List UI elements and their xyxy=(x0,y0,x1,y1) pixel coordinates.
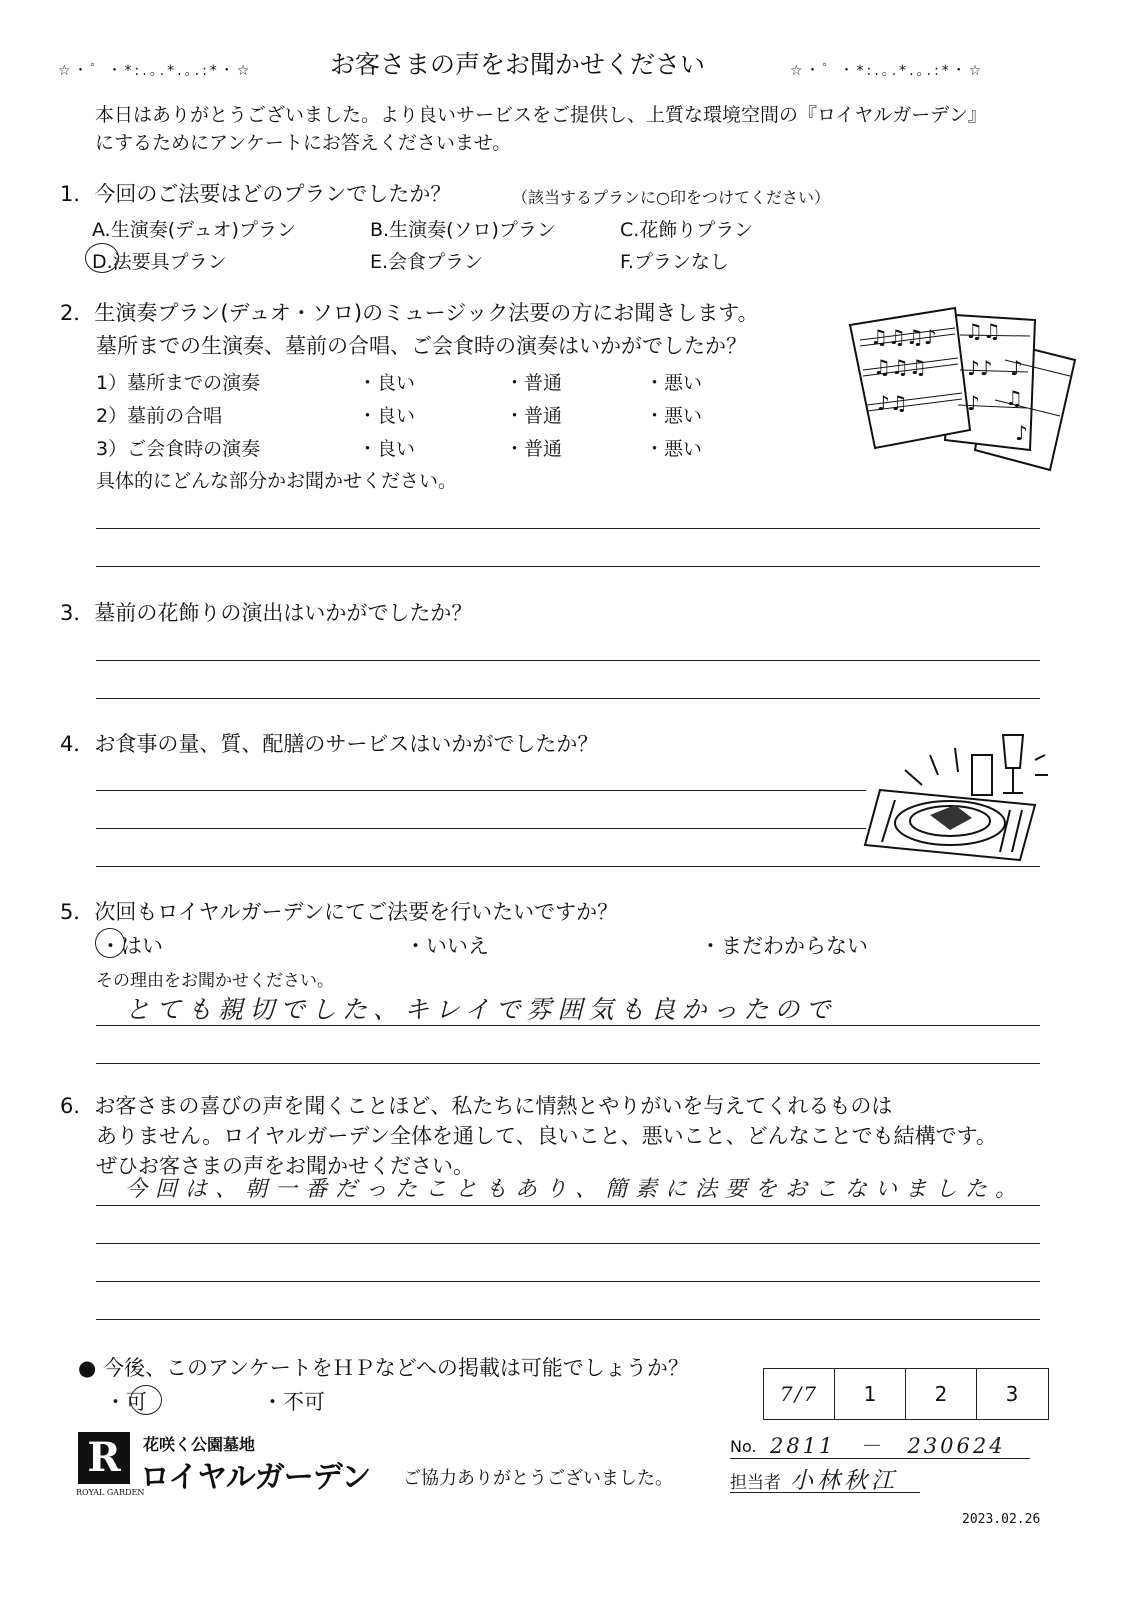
svg-text:♫♫♫♪: ♫♫♫♪ xyxy=(870,325,937,349)
svg-text:♫♫♫: ♫♫♫ xyxy=(873,355,927,379)
q5-label: 5．次回もロイヤルガーデンにてご法要を行いたいですか？ xyxy=(60,900,619,924)
q5-reason-prompt: その理由をお聞かせください。 xyxy=(96,971,334,991)
q1-note: （該当するプランに○印をつけてください） xyxy=(512,188,830,207)
svg-text:♪: ♪ xyxy=(967,391,980,415)
q2-answer-line-2[interactable] xyxy=(96,566,1040,567)
q1-option-e[interactable]: E.会食プラン xyxy=(370,251,484,273)
q2-row-1-normal[interactable]: ・普通 xyxy=(505,372,563,394)
logo-name: ロイヤルガーデン xyxy=(140,1460,371,1495)
svg-text:♪♪: ♪♪ xyxy=(967,356,993,380)
intro-line-1: 本日はありがとうございました。より良いサービスをご提供し、上質な環境空間の『ロイヤルガーデン』 xyxy=(95,104,987,126)
q1-option-a[interactable]: A.生演奏(デュオ)プラン xyxy=(92,219,296,241)
header-decoration-left: ☆・゜・*:.｡.*.｡.:*・☆ xyxy=(58,63,253,79)
table-setting-icon xyxy=(860,730,1050,865)
number-value: 2811 － 230624 xyxy=(770,1434,1006,1458)
logo-tagline: 花咲く公園墓地 xyxy=(143,1435,256,1454)
staff-value: 小林秋江 xyxy=(790,1468,898,1494)
number-underline xyxy=(730,1458,1030,1459)
q6-answer-line-3[interactable] xyxy=(96,1281,1040,1282)
q2-answer-line-1[interactable] xyxy=(96,528,1040,529)
q1-option-f[interactable]: F.プランなし xyxy=(620,251,729,273)
q5-option-yes[interactable]: ・はい xyxy=(100,934,163,958)
svg-text:♫: ♫ xyxy=(1005,386,1023,410)
tally-cell-4[interactable]: 3 xyxy=(1005,1382,1019,1406)
q2-row-1-item: 1）墓所までの演奏 xyxy=(96,372,261,394)
svg-text:♫♫: ♫♫ xyxy=(965,319,1001,343)
q2-row-3-normal[interactable]: ・普通 xyxy=(505,438,563,460)
q1-option-c[interactable]: C.花飾りプラン xyxy=(620,219,754,241)
tally-cell-2[interactable]: 1 xyxy=(835,1369,906,1419)
q2-row-3-bad[interactable]: ・悪い xyxy=(645,438,703,460)
header-decoration-right: ☆・゜・*:.｡.*.｡.:*・☆ xyxy=(790,63,985,79)
q5-answer-line-1[interactable] xyxy=(96,1025,1040,1026)
q5-option-no[interactable]: ・いいえ xyxy=(405,934,489,958)
tally-cell-3[interactable]: 2 xyxy=(906,1369,977,1419)
staff-underline xyxy=(730,1492,920,1493)
number-label: No. xyxy=(730,1437,757,1456)
page-title: お客さまの声をお聞かせください xyxy=(330,50,706,79)
q2-row-2-bad[interactable]: ・悪い xyxy=(645,405,703,427)
q2-detail-prompt: 具体的にどんな部分かお聞かせください。 xyxy=(96,470,458,492)
q5-option-unsure[interactable]: ・まだわからない xyxy=(700,934,868,958)
q6-line-2: ありません。ロイヤルガーデン全体を通して、良いこと、悪いこと、どんなことでも結構です。 xyxy=(96,1124,997,1148)
q6-answer-line-1[interactable] xyxy=(96,1205,1040,1206)
q2-row-1-good[interactable]: ・良い xyxy=(358,372,416,394)
logo-mark: R xyxy=(78,1432,130,1484)
publish-option-yes[interactable]: ・可 xyxy=(105,1390,147,1414)
svg-text:♪♫: ♪♫ xyxy=(877,391,908,415)
q6-handwritten-answer: 今回は、朝一番だったこともあり、簡素に法要をおこないました。 xyxy=(125,1177,1026,1202)
q6-line-1: 6．お客さまの喜びの声を聞くことほど、私たちに情熱とやりがいを与えてくれるものは xyxy=(60,1094,893,1118)
q2-label-2: 墓所までの生演奏、墓前の合唱、ご会食時の演奏はいかがでしたか？ xyxy=(96,334,747,358)
q6-answer-line-4[interactable] xyxy=(96,1319,1040,1320)
q3-answer-line-2[interactable] xyxy=(96,698,1040,699)
q6-line-3: ぜひお客さまの声をお聞かせください。 xyxy=(96,1154,474,1178)
q2-row-2-item: 2）墓前の合唱 xyxy=(96,405,223,427)
q3-answer-line-1[interactable] xyxy=(96,660,1040,661)
publish-question: ● 今後、このアンケートをＨＰなどへの掲載は可能でしょうか？ xyxy=(78,1356,689,1380)
q4-label: 4．お食事の量、質、配膳のサービスはいかがでしたか？ xyxy=(60,732,599,756)
svg-text:♪: ♪ xyxy=(1010,356,1023,380)
q4-answer-line-1[interactable] xyxy=(96,790,866,791)
q3-label: 3．墓前の花飾りの演出はいかがでしたか？ xyxy=(60,601,473,625)
svg-text:♪: ♪ xyxy=(1015,421,1028,445)
q2-row-2-normal[interactable]: ・普通 xyxy=(505,405,563,427)
q4-answer-line-2[interactable] xyxy=(96,828,866,829)
publish-option-no[interactable]: ・不可 xyxy=(262,1390,325,1414)
tally-cell-1[interactable]: 7/7 xyxy=(764,1369,835,1419)
q1-label: 1．今回のご法要はどのプランでしたか？ xyxy=(60,182,452,206)
logo-subtitle: ROYAL GARDEN xyxy=(76,1488,145,1497)
q4-answer-line-3[interactable] xyxy=(96,866,1040,867)
sheet-music-icon xyxy=(845,300,1080,475)
q2-row-3-item: 3）ご会食時の演奏 xyxy=(96,438,261,460)
q2-row-1-bad[interactable]: ・悪い xyxy=(645,372,703,394)
footer-thanks: ご協力ありがとうございました。 xyxy=(403,1468,673,1489)
staff-label: 担当者 xyxy=(730,1473,781,1493)
q5-handwritten-answer: とても親切でした、キレイで雰囲気も良かったので xyxy=(125,995,837,1024)
tally-box xyxy=(763,1368,1049,1420)
q2-label: 2．生演奏プラン(デュオ・ソロ)のミュージック法要の方にお聞きします。 xyxy=(60,301,759,325)
q2-row-2-good[interactable]: ・良い xyxy=(358,405,416,427)
q5-answer-line-2[interactable] xyxy=(96,1063,1040,1064)
q1-option-d[interactable]: D.法要具プラン xyxy=(92,251,227,273)
q1-option-b[interactable]: B.生演奏(ソロ)プラン xyxy=(370,219,556,241)
intro-line-2: にするためにアンケートにお答えくださいませ。 xyxy=(95,132,512,154)
q2-row-3-good[interactable]: ・良い xyxy=(358,438,416,460)
form-date: 2023.02.26 xyxy=(962,1512,1041,1527)
q6-answer-line-2[interactable] xyxy=(96,1243,1040,1244)
